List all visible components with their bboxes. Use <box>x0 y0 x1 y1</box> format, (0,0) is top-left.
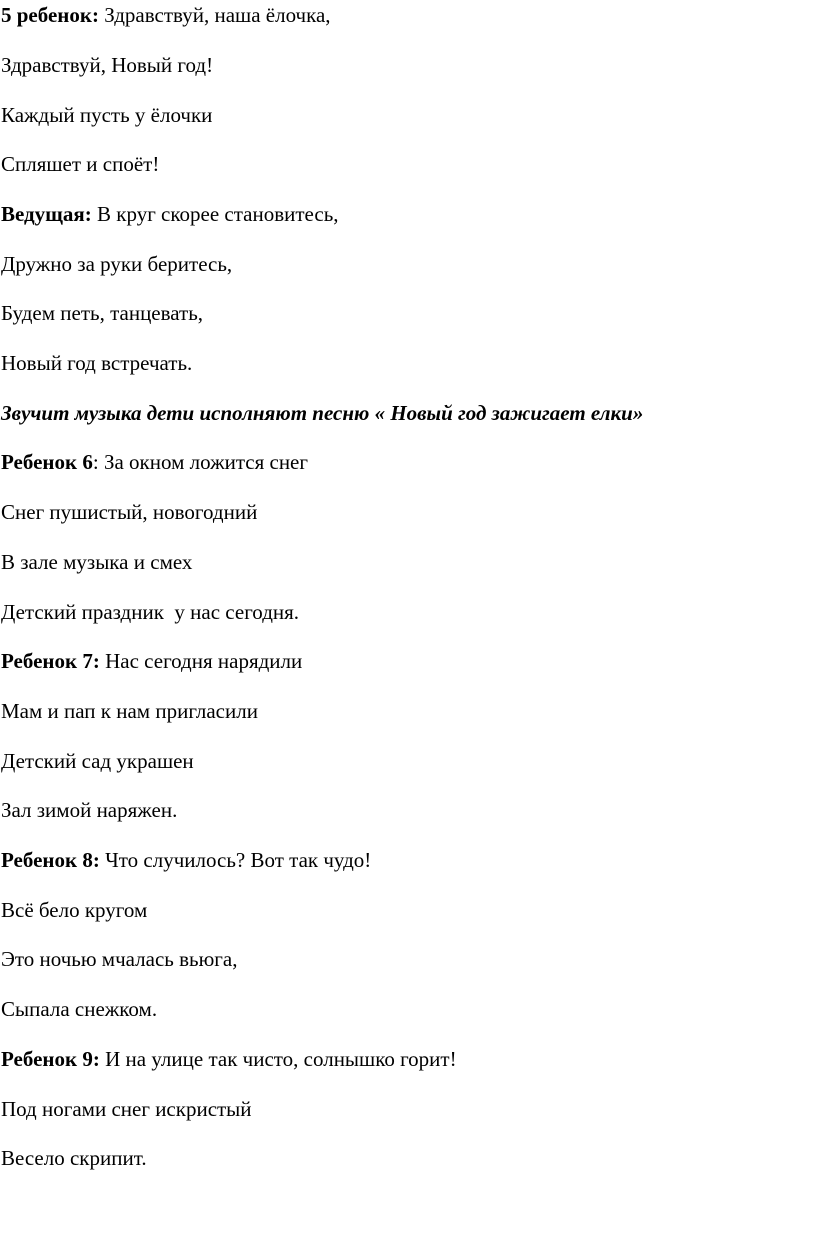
line-text: Новый год встречать. <box>1 351 193 375</box>
speaker-label: 5 ребенок: <box>1 3 99 27</box>
speaker-label: Ребенок 6 <box>1 450 93 474</box>
text-line <box>1 53 213 77</box>
line-text: Спляшет и споёт! <box>1 152 160 176</box>
speaker-label: Ребенок 7: <box>1 649 100 673</box>
line-text: И на улице так чисто, солнышко горит! <box>99 1047 457 1071</box>
line-text: В круг скорее становитесь, <box>91 202 339 226</box>
line-text: Снег пушистый, новогодний <box>1 500 258 524</box>
text-line <box>1 450 308 474</box>
line-text: Здравствуй, Новый год! <box>1 53 214 77</box>
text-line <box>1 898 147 922</box>
text-line <box>1 1146 147 1170</box>
text-line <box>1 947 237 971</box>
line-text: Под ногами снег искристый <box>1 1097 252 1121</box>
line-text: Здравствуй, наша ёлочка, <box>99 3 331 27</box>
text-line <box>1 798 177 822</box>
text-line <box>1 351 192 375</box>
text-line <box>1 600 299 624</box>
text-line <box>1 252 232 276</box>
text-line <box>1 500 257 524</box>
line-text: Зал зимой наряжен. <box>1 798 178 822</box>
text-line <box>1 848 371 872</box>
text-line <box>1 103 212 127</box>
line-text: Детский праздник у нас сегодня. <box>1 600 300 624</box>
line-text: Каждый пусть у ёлочки <box>1 103 213 127</box>
line-text: Будем петь, танцевать, <box>1 301 204 325</box>
stage-direction-text: Звучит музыка дети исполняют песню « Новый год зажигает елки» <box>1 401 644 425</box>
text-line <box>1 202 339 226</box>
line-text: : За окном ложится снег <box>92 450 308 474</box>
text-line <box>1 1047 457 1071</box>
text-line <box>1 749 194 773</box>
text-line <box>1 649 302 673</box>
speaker-label: Ведущая: <box>1 202 92 226</box>
line-text: Сыпала снежком. <box>1 997 158 1021</box>
line-text: Это ночью мчалась вьюга, <box>1 947 238 971</box>
speaker-label: Ребенок 9: <box>1 1047 100 1071</box>
line-text: Мам и пап к нам пригласили <box>1 699 258 723</box>
line-text: В зале музыка и смех <box>1 550 193 574</box>
text-line <box>1 997 157 1021</box>
text-line <box>1 550 192 574</box>
text-line <box>1 699 258 723</box>
line-text: Дружно за руки беритесь, <box>1 252 233 276</box>
line-text: Детский сад украшен <box>1 749 194 773</box>
speaker-label: Ребенок 8: <box>1 848 100 872</box>
stage-direction <box>1 401 643 425</box>
line-text: Весело скрипит. <box>1 1146 147 1170</box>
text-line <box>1 301 203 325</box>
line-text: Всё бело кругом <box>1 898 148 922</box>
text-line <box>1 1097 252 1121</box>
line-text: Что случилось? Вот так чудо! <box>99 848 372 872</box>
line-text: Нас сегодня нарядили <box>99 649 303 673</box>
text-line <box>1 3 331 27</box>
text-line <box>1 152 159 176</box>
